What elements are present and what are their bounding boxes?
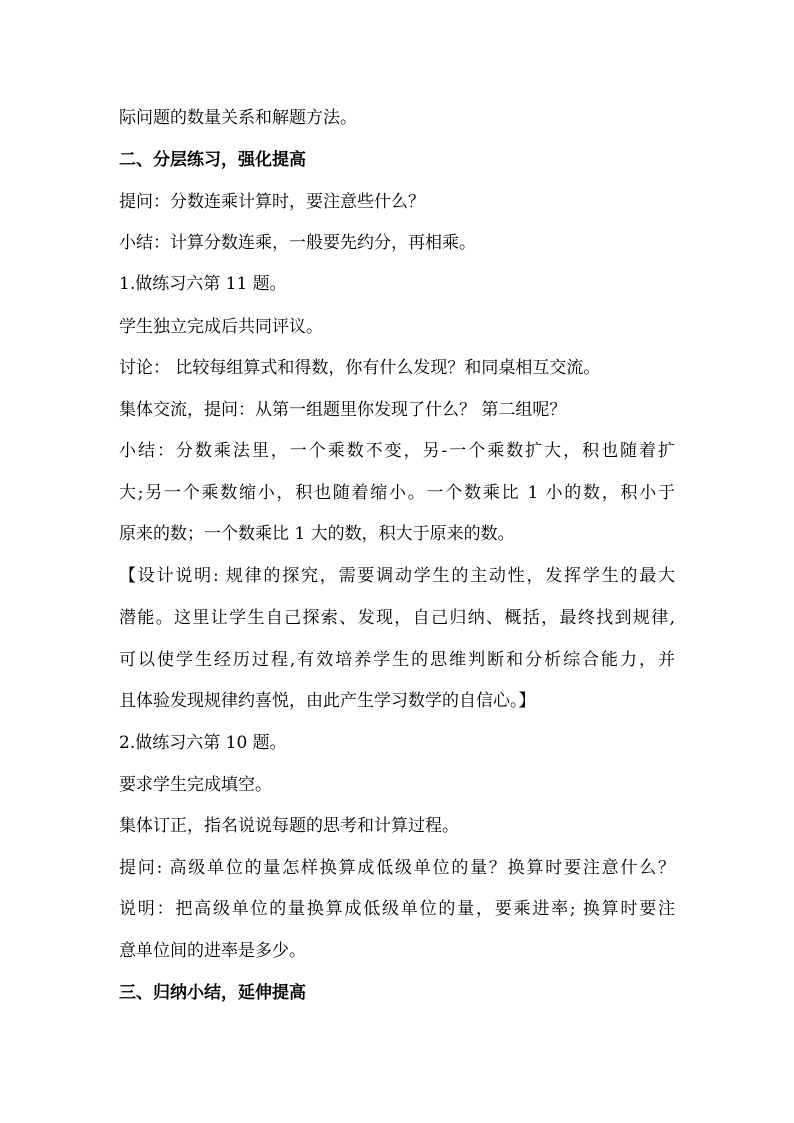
text-line-3: 提问：分数连乘计算时，要注意些什么？	[119, 192, 425, 212]
text-line-6: 学生独立完成后共同评议。	[119, 317, 323, 337]
section-heading-2: 二、分层练习，强化提高	[119, 150, 306, 170]
text-line-9: 小结：分数乘法里，一个乘数不变，另-一个乘数扩大，积也随着扩	[119, 441, 675, 461]
text-line-14: 可以使学生经历过程,有效培养学生的思维判断和分析综合能力，并	[119, 650, 675, 670]
text-line-20: 说明：把高级单位的量换算成低级单位的量，要乘进率; 换算时要注	[119, 899, 675, 919]
text-line-11: 原来的数；一个数乘比 1 大的数，积大于原来的数。	[119, 524, 515, 544]
text-line-8: 集体交流，提问：从第一组题里你发现了什么？ 第二组呢？	[119, 400, 567, 420]
text-line-10: 大;另一个乘数缩小，积也随着缩小。一个数乘比 1 小的数，积小于	[119, 483, 675, 503]
text-line-1: 际问题的数量关系和解题方法。	[119, 108, 357, 128]
text-line-17: 要求学生完成填空。	[119, 775, 272, 795]
text-line-12: 【设计说明: 规律的探究，需要调动学生的主动性，发挥学生的最大	[119, 566, 675, 586]
text-line-5: 1.做练习六第 11 题。	[119, 274, 287, 294]
text-line-19: 提问: 高级单位的量怎样换算成低级单位的量？换算时要注意什么？	[119, 858, 675, 878]
text-line-21: 意单位间的进率是多少。	[119, 941, 306, 961]
text-line-15: 且体验发现规律约喜悦，由此产生学习数学的自信心。】	[119, 691, 536, 711]
text-line-7: 讨论： 比较每组算式和得数，你有什么发现？和同桌相互交流。	[119, 358, 601, 378]
text-line-18: 集体订正，指名说说每题的思考和计算过程。	[119, 816, 459, 836]
text-line-16: 2.做练习六第 10 题。	[119, 733, 287, 753]
text-line-4: 小结：计算分数连乘，一般要先约分，再相乘。	[119, 233, 476, 253]
section-heading-3: 三、归纳小结，延伸提高	[119, 983, 306, 1003]
text-line-13: 潜能。这里让学生自己探索、发现，自己归纳、概括，最终找到规律,	[119, 608, 675, 628]
